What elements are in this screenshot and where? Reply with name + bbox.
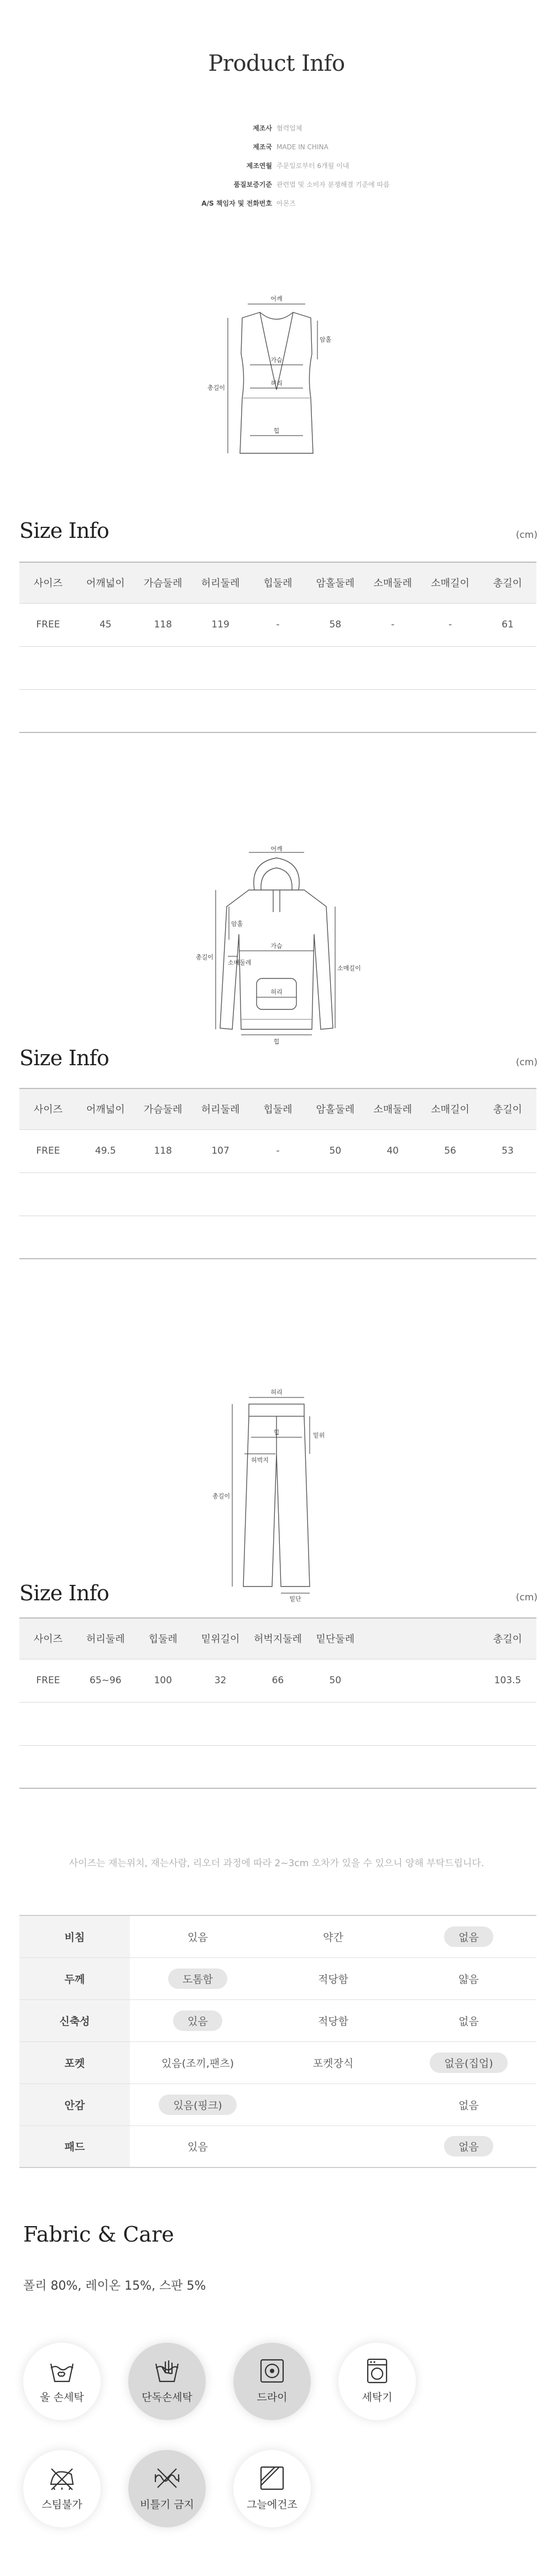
fabric-option: 있음 — [187, 1931, 208, 1944]
separate-handwash-icon — [153, 2357, 181, 2385]
dim-shoulder-label: 어깨 — [270, 295, 283, 302]
table-row-empty — [19, 1702, 536, 1745]
fabric-property-table — [19, 1915, 536, 2168]
fabric-row: 신축성 있음 적당함 없음 — [19, 1999, 536, 2041]
fabric-option-selected: 도톰함 — [168, 1968, 227, 1989]
no-steam-icon — [48, 2464, 76, 2492]
table-row-empty — [19, 1172, 536, 1216]
dim-armhole-label: 암홀 — [231, 920, 243, 928]
size-unit: (cm) — [515, 530, 538, 541]
size-table — [19, 1617, 536, 1789]
table-row-empty — [19, 1216, 536, 1259]
fabric-option: 없음 — [458, 2015, 479, 2028]
fabric-row: 비침 있음 약간 없음 — [19, 1915, 536, 1957]
fabric-option: 없음 — [458, 2099, 479, 2112]
fabric-row: 두께 도톰함 적당함 얇음 — [19, 1957, 536, 1999]
dim-waist-label: 허리 — [270, 1389, 283, 1396]
washing-machine-icon — [363, 2357, 391, 2385]
fabric-option-selected: 없음 — [444, 1926, 493, 1947]
product-info-list — [0, 119, 553, 213]
product-info-row: 제조국 MADE IN CHINA — [253, 143, 328, 151]
care-item-wool-handwash: 울 손세탁 — [23, 2343, 101, 2420]
size-table — [19, 1088, 536, 1259]
dim-length-label: 총길이 — [212, 1493, 230, 1500]
care-item-no-steam: 스팀불가 — [23, 2450, 101, 2527]
fabric-row: 포켓 있음(조끼,팬츠) 포켓장식 없음(집업) — [19, 2041, 536, 2083]
product-info-row: A/S 책임자 및 전화번호 아몬즈 — [201, 200, 296, 207]
dim-length-label: 총길이 — [207, 384, 225, 391]
dim-rise-label: 밑위 — [313, 1432, 325, 1439]
product-info-title: Product Info — [208, 51, 345, 76]
table-row-empty — [19, 646, 536, 689]
fabric-option: 있음(조끼,팬츠) — [161, 2057, 234, 2070]
dim-hip-label: 힙 — [273, 1429, 280, 1436]
size-table-header: 사이즈 어깨넓이 가슴둘레 허리둘레 힙둘레 암홀둘레 소매둘레 소매길이 총길이 — [19, 1088, 536, 1129]
size-table — [19, 562, 536, 733]
size-table-header: 사이즈 허리둘레 힙둘레 밑위길이 허벅지둘레 밑단둘레 총길이 — [19, 1618, 536, 1659]
fabric-option-selected: 있음(핑크) — [159, 2095, 236, 2115]
fabric-option: 적당함 — [317, 1973, 349, 1986]
dim-chest-label: 가슴 — [270, 943, 283, 950]
fabric-option: 얇음 — [458, 1973, 479, 1986]
hoodie-measurement-diagram — [188, 846, 365, 1050]
pants-measurement-diagram — [205, 1382, 348, 1603]
fabric-row: 패드 있음 없음 — [19, 2125, 536, 2167]
dim-sleeve-length-label: 소매길이 — [337, 965, 361, 972]
size-unit: (cm) — [515, 1057, 538, 1068]
vest-measurement-diagram — [199, 287, 354, 481]
size-disclaimer: 사이즈는 재는위치, 재는사람, 리오더 과정에 따라 2~3cm 오차가 있을 수 있으니 양해 부탁드립니다. — [69, 1858, 484, 1869]
dry-clean-icon — [258, 2357, 286, 2385]
dim-armhole-label: 암홀 — [320, 336, 332, 343]
size-unit: (cm) — [515, 1592, 538, 1603]
dim-waist-label: 허리 — [270, 380, 283, 387]
care-item-shade-dry: 그늘에건조 — [233, 2450, 311, 2527]
size-info-title: Size Info — [19, 519, 109, 543]
fabric-option-selected: 없음(집업) — [430, 2053, 507, 2073]
fabric-option-selected: 있음 — [173, 2010, 222, 2031]
dim-thigh-label: 허벅지 — [251, 1457, 269, 1464]
care-item-no-wring: 비틀기 금지 — [128, 2450, 206, 2527]
dim-chest-label: 가슴 — [270, 357, 283, 364]
fabric-option-selected: 없음 — [444, 2136, 493, 2156]
fabric-option: 포켓장식 — [312, 2057, 354, 2070]
size-info-title: Size Info — [19, 1046, 109, 1070]
dim-waist-label: 허리 — [270, 988, 283, 996]
table-row: FREE 65~96 100 32 66 50 103.5 — [19, 1659, 536, 1702]
dim-shoulder-label: 어깨 — [270, 846, 283, 852]
product-info-row: 품질보증기준 관련법 및 소비자 분쟁해결 기준에 따름 — [233, 181, 390, 189]
size-table-header: 사이즈 어깨넓이 가슴둘레 허리둘레 힙둘레 암홀둘레 소매둘레 소매길이 총길이 — [19, 562, 536, 603]
fabric-care-title: Fabric & Care — [23, 2222, 174, 2247]
care-item-washing-machine: 세탁기 — [338, 2343, 416, 2420]
fabric-option: 있음 — [187, 2141, 208, 2154]
table-row: FREE 45 118 119 - 58 - - 61 — [19, 603, 536, 646]
product-info-row: 제조연월 주문일로부터 6개월 이내 — [246, 162, 349, 170]
fabric-composition: 폴리 80%, 레이온 15%, 스판 5% — [23, 2279, 206, 2293]
fabric-option: 적당함 — [317, 2015, 349, 2028]
dim-length-label: 총길이 — [196, 954, 213, 961]
table-row-empty — [19, 1745, 536, 1788]
fabric-row: 안감 있음(핑크) 없음 — [19, 2083, 536, 2125]
dim-hip-label: 힙 — [273, 1038, 280, 1045]
dim-sleeve-cuff-label: 소매둘레 — [228, 959, 252, 966]
dim-hip-label: 힙 — [273, 427, 280, 434]
table-row-empty — [19, 689, 536, 732]
wool-handwash-icon — [48, 2357, 76, 2385]
table-row: FREE 49.5 118 107 - 50 40 56 53 — [19, 1129, 536, 1172]
shade-dry-icon — [258, 2464, 286, 2492]
care-item-separate-handwash: 단독손세탁 — [128, 2343, 206, 2420]
product-info-row: 제조사 협력업체 — [253, 124, 302, 132]
no-wring-icon — [153, 2464, 181, 2492]
fabric-option: 약간 — [323, 1931, 343, 1944]
size-info-title: Size Info — [19, 1581, 109, 1605]
dim-hem-label: 밑단 — [289, 1595, 301, 1603]
care-item-dry-clean: 드라이 — [233, 2343, 311, 2420]
